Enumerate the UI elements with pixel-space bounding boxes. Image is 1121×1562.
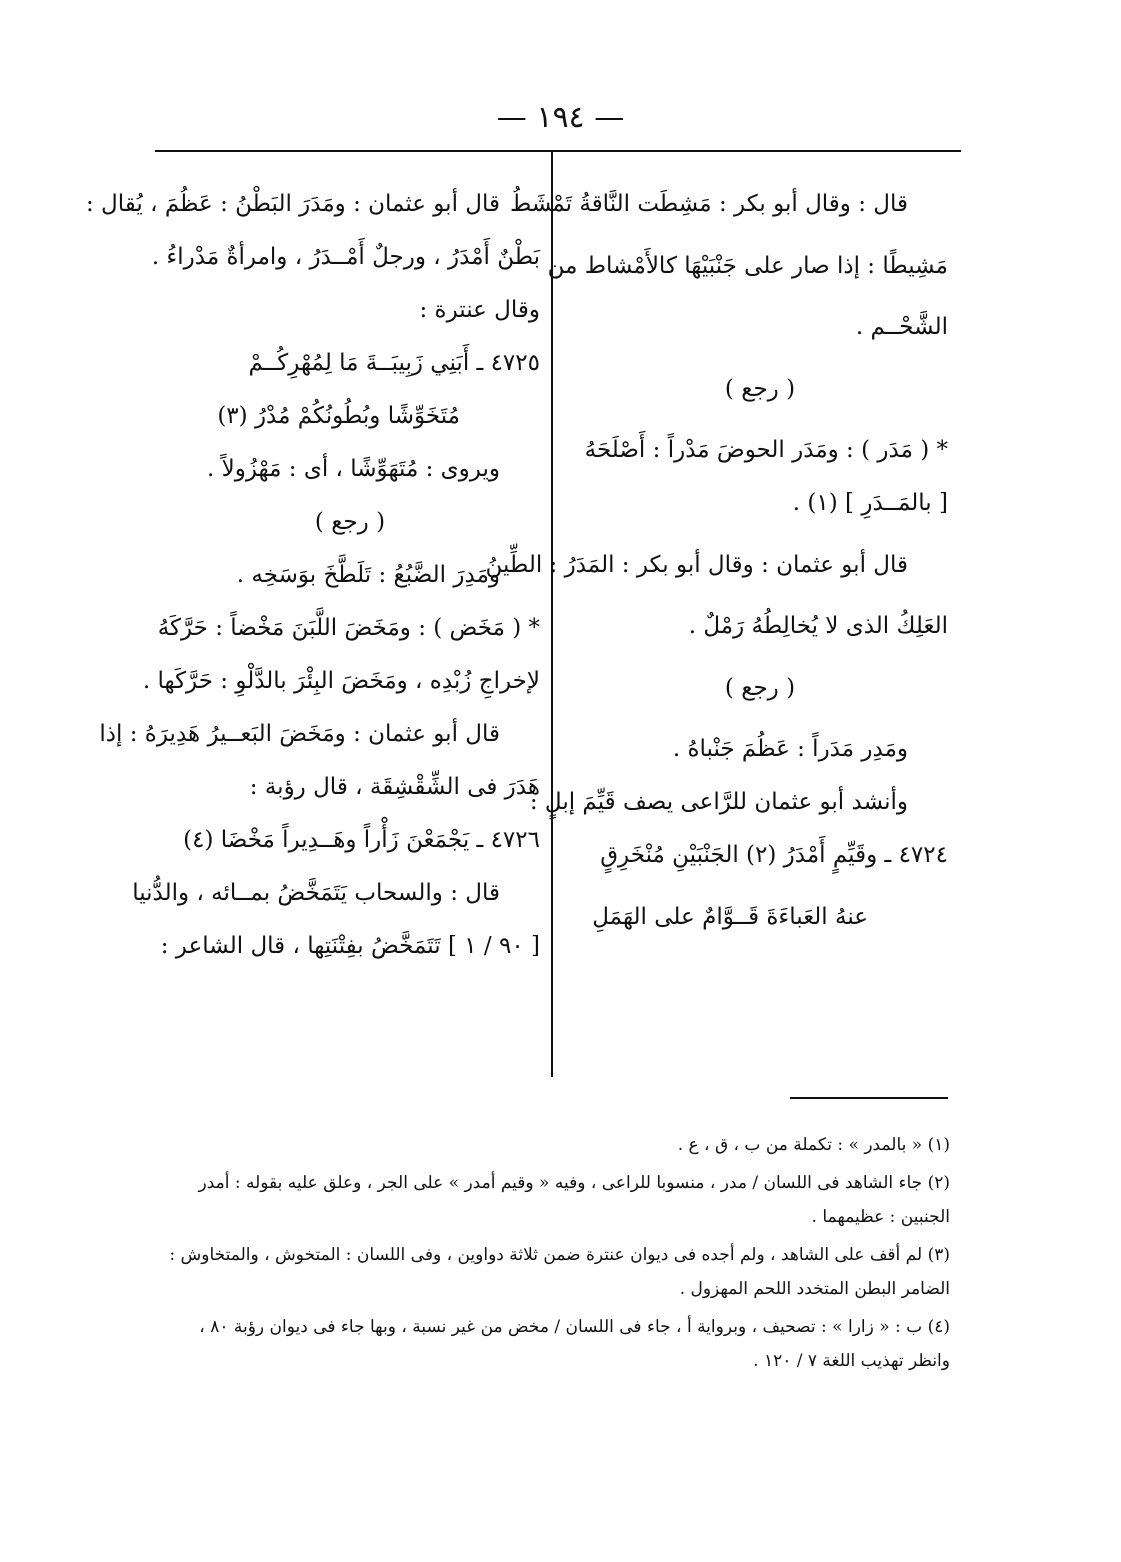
footnote: (٢) جاء الشاهد فى اللسان / مدر ، منسوبا للراعى ، وفيه « وقيم أمدر » على الجر ، وعلق عليه بقوله : أمدر الجنبين : عظيمهما . [198, 1173, 950, 1227]
text-line: قال أبو عثمان : وقال أبو بكر : المَدَرُ : الطِّينُ [485, 552, 908, 578]
footnote: (٤) ب : « زارا » : تصحيف ، وبرواية أ ، جاء فى اللسان / مخض من غير نسبة ، وبها جاء فى ديوان رؤبة ٨٠ ، وانظر تهذيب اللغة ٧ / ١٢٠ . [199, 1317, 950, 1371]
text-line: وأنشد أبو عثمان للرَّاعى يصف قَيِّمَ إبلٍ : [529, 789, 908, 815]
text-line: لإخراجِ زُبْدِه ، ومَخَضَ البِئْرَ بالدَّلْوِ : حَرَّكَها . [142, 668, 540, 694]
text-line: ومَدِرَ الضَّبُعُ : تَلَطَّخَ بوَسَخِه . [236, 562, 500, 588]
text-line: هَدَرَ فى الشِّقْشِقَة ، قال رؤبة : [249, 774, 540, 800]
header-rule [155, 150, 961, 152]
section-marker: ( رجع ) [314, 509, 386, 535]
verse-line: مُتَخَوِّشًا وبُطُونُكُمْ مُدْرُ (٣) [217, 403, 460, 429]
verse-line: ٤٧٢٥ ـ أَبَنِي زَبِيبَــةَ مَا لِمُهْرِكُــمْ [248, 350, 540, 376]
verse-line: عنهُ العَباءَةَ قَــوَّامٌ على الهَمَلِ [592, 904, 868, 930]
footnote-rule [790, 1097, 948, 1099]
text-line: قال : وقال أبو بكر : مَشِطَت النَّاقةُ تَمْشَطُ [510, 191, 908, 217]
section-marker: ( رجع ) [724, 376, 796, 402]
text-line: مَشِيطًا : إذا صار على جَنْبَيْهَا كالأَمْشاط من [547, 253, 948, 279]
text-line: قال أبو عثمان : ومَدَرَ البَطْنُ : عَظُمَ ، يُقال : [86, 191, 500, 217]
right-column [485, 178, 948, 952]
left-column [86, 178, 540, 973]
verse-line: ٤٧٢٦ ـ يَجْمَعْنَ زَأْراً وهَــدِيراً مَخْضَا (٤) [183, 827, 540, 853]
text-line: بَطْنٌ أَمْدَرُ ، ورجلٌ أَمْــدَرُ ، وامرأةٌ مَدْراءُ . [151, 244, 540, 270]
text-line: ويروى : مُتَهَوِّشًا ، أى : مَهْزُولاً . [207, 456, 500, 482]
text-line: الشَّحْــم . [855, 314, 948, 340]
text-line: [ ٩٠ / ١ ] تَتَمَخَّضُ بفِتْنَتِها ، قال الشاعر : [160, 933, 540, 959]
entry-heading-line: * ( مَدَر ) : ومَدَر الحوضَ مَدْراً : أَصْلَحَهُ [584, 437, 948, 463]
text-line: قال : والسحاب يَتَمَخَّضُ بمــائه ، والدُّنيا [132, 880, 500, 906]
text-line: العَلِكُ الذى لا يُخالِطُهُ رَمْلٌ . [688, 613, 948, 639]
text-line: [ بالمَــدَرِ ] (١) . [792, 490, 948, 516]
text-line: قال أبو عثمان : ومَخَضَ البَعــيرُ هَدِيرَهُ : إذا [99, 721, 500, 747]
verse-line: ٤٧٢٤ ـ وقَيِّمٍ أَمْدَرُ (٢) الجَنْبَيْنِ مُنْخَرِقٍ [600, 842, 948, 868]
entry-heading-line: * ( مَخَض ) : ومَخَضَ اللَّبَنَ مَخْضاً : حَرَّكَهُ [157, 615, 540, 641]
text-line: وقال عنترة : [419, 297, 540, 323]
page-number: — ١٩٤ — [496, 100, 625, 135]
footnotes [155, 1128, 950, 1382]
footnote: (٣) لم أقف على الشاهد ، ولم أجده فى ديوان عنترة ضمن ثلاثة دواوين ، وفى اللسان : المتخوش ، والمتخاوش : الضامر البطن المتخدد اللحم المهزول . [169, 1245, 950, 1299]
footnote: (١) « بالمدر » : تكملة من ب ، ق ، ع . [677, 1135, 950, 1155]
section-marker: ( رجع ) [724, 675, 796, 701]
text-line: ومَدِر مَدَراً : عَظُمَ جَنْباهُ . [672, 736, 908, 762]
